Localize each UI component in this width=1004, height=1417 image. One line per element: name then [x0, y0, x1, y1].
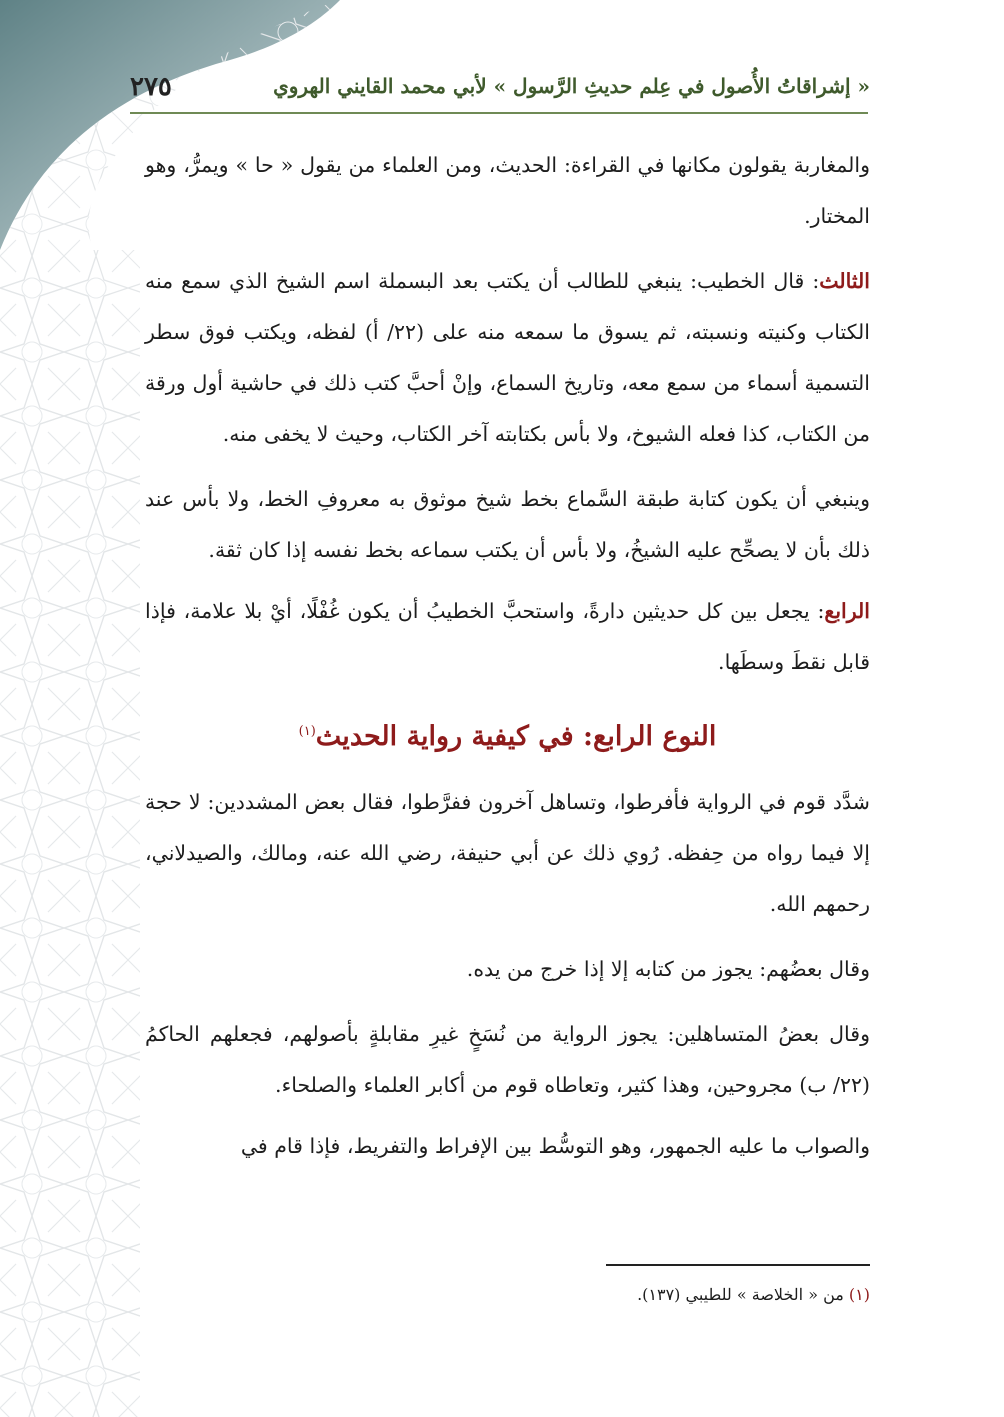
paragraph	[145, 474, 870, 576]
paragraph	[145, 256, 870, 460]
footnote-number: (١)	[848, 1285, 870, 1304]
paragraph-text: شدَّد قوم في الرواية فأفرطوا، وتساهل آخرون ففرَّطوا، فقال بعض المشددين: لا حجة إلا فيما رواه من حِفظه. رُوي ذلك عن أبي حنيفة، رضي الله عنه، ومالك، والصيدلاني، رحمهم الله.	[145, 790, 870, 916]
paragraph-text: والمغاربة يقولون مكانها في القراءة: الحديث، ومن العلماء من يقول « حا » ويمرُّ، وهو المختار.	[145, 153, 870, 228]
paragraph	[145, 1009, 870, 1111]
paragraph	[145, 140, 870, 242]
paragraph-text: : قال الخطيب: ينبغي للطالب أن يكتب بعد البسملة اسم الشيخ الذي سمع منه الكتاب وكنيته ونسبته، ثم يسوق ما سمعه منه على (٢٢/ أ) لفظه، ويكتب فوق سطر التسمية أسماء من سمع معه، وتاريخ السماع، وإنْ أحبَّ كتب ذلك في حاشية أول ورقة من الكتاب، كذا فعله الشيوخ، ولا بأس بكتابته آخر الكتاب، وحيث لا يخفى منه.	[145, 269, 870, 446]
running-title: « إشراقاتُ الأُصول في عِلم حديثِ الرَّسول » لأبي محمد القايني الهروي	[273, 74, 870, 98]
paragraph-text: وينبغي أن يكون كتابة طبقة السَّماع بخط شيخ موثوق به معروفِ الخط، ولا بأس عند ذلك بأن لا يصحِّح عليه الشيخُ، ولا بأس أن يكتب سماعه بخط نفسه إذا كان ثقة.	[145, 487, 870, 562]
footnote-divider	[606, 1264, 870, 1266]
paragraph-label: الرابع	[824, 599, 870, 623]
page-number: ٢٧٥	[130, 72, 172, 102]
paragraph	[145, 1121, 870, 1172]
paragraph-text: وقال بعضُ المتساهلين: يجوز الرواية من نُسَخٍ غيرِ مقابلةٍ بأصولهم، فجعلهم الحاكمُ (٢٢/ ب) مجروحين، وهذا كثير، وتعاطاه قوم من أكابر العلماء والصلحاء.	[145, 1022, 870, 1097]
paragraph-text: : يجعل بين كل حديثين دارةً، واستحبَّ الخطيبُ أن يكون غُفْلًا، أيْ بلا علامة، فإذا قابل نقطَ وسطَها.	[145, 599, 870, 674]
paragraph-text: والصواب ما عليه الجمهور، وهو التوسُّط بين الإفراط والتفريط، فإذا قام في	[240, 1134, 870, 1158]
paragraph-text: وقال بعضُهم: يجوز من كتابه إلا إذا خرج من يده.	[466, 957, 870, 981]
paragraph-label: الثالث	[819, 269, 870, 293]
header-divider	[130, 112, 868, 114]
footnote	[270, 1283, 870, 1307]
page-header	[130, 70, 870, 110]
section-heading-text: النوع الرابع: في كيفية رواية الحديث	[315, 721, 717, 752]
footnote-text: من « الخلاصة » للطيبي (١٣٧).	[637, 1285, 849, 1304]
footnote-marker[interactable]: (١)	[298, 724, 316, 739]
paragraph	[145, 586, 870, 688]
paragraph	[145, 944, 870, 995]
page-body	[145, 140, 870, 1172]
section-heading	[145, 706, 870, 763]
paragraph	[145, 777, 870, 930]
